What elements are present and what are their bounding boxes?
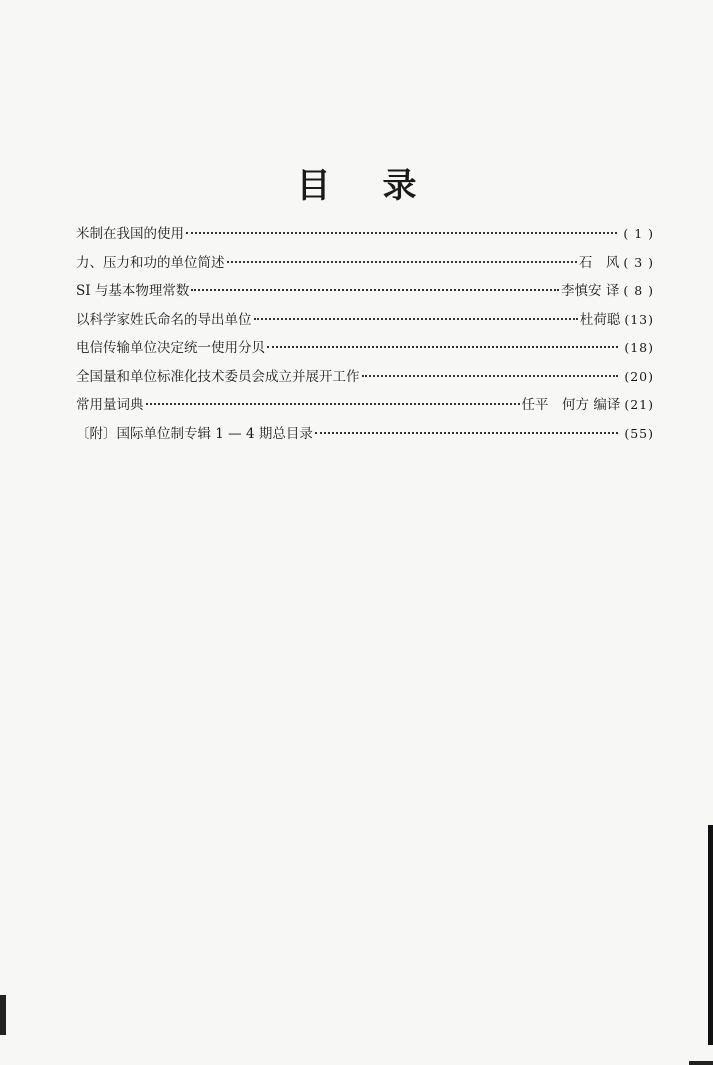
toc-entry-page: ( 3 ) bbox=[623, 254, 654, 270]
toc-leader-dots bbox=[146, 403, 520, 405]
toc-entry-page: ( 8 ) bbox=[623, 283, 654, 298]
toc-leader-dots bbox=[227, 261, 577, 263]
toc-entry-page: (13) bbox=[624, 311, 654, 327]
toc-leader-dots bbox=[362, 375, 619, 377]
toc-entry-page: (21) bbox=[624, 397, 654, 412]
toc-leader-dots bbox=[315, 432, 618, 434]
toc-entry-page: (18) bbox=[624, 340, 654, 355]
title-char-2: 录 bbox=[382, 166, 417, 206]
scan-edge-shadow-left bbox=[0, 995, 6, 1035]
toc-entry-title: 常用量词典 bbox=[76, 397, 144, 413]
toc-entry-title: 以科学家姓氏命名的导出单位 bbox=[76, 311, 252, 328]
title-char-1: 目 bbox=[296, 166, 331, 206]
page-title bbox=[0, 158, 713, 207]
toc-entry-title: SI 与基本物理常数 bbox=[76, 283, 190, 299]
toc-entry-title: 〔附〕国际单位制专辑 1 — 4 期总目录 bbox=[76, 425, 313, 442]
toc-entry-author: 杜荷聪 bbox=[579, 311, 621, 328]
toc-entry-author: 李慎安 译 bbox=[561, 283, 620, 299]
toc-entry-page: (55) bbox=[624, 425, 654, 441]
toc-leader-dots bbox=[267, 346, 618, 348]
toc-entry-author: 任平 何方 编译 bbox=[521, 397, 621, 413]
toc-entry[interactable] bbox=[76, 422, 654, 451]
scan-edge-shadow-bottom bbox=[689, 1061, 713, 1065]
toc-leader-dots bbox=[254, 318, 578, 320]
toc-entry[interactable] bbox=[76, 393, 654, 422]
toc-entry-title: 全国量和单位标准化技术委员会成立并展开工作 bbox=[76, 368, 360, 385]
toc-entry-title: 电信传输单位决定统一使用分贝 bbox=[76, 340, 265, 356]
toc-entry-title: 力、压力和功的单位简述 bbox=[76, 254, 225, 271]
toc-entry[interactable] bbox=[76, 308, 654, 337]
toc-entry-title: 米制在我国的使用 bbox=[76, 226, 184, 242]
toc-leader-dots bbox=[191, 289, 559, 291]
toc-entry-page: ( 1 ) bbox=[623, 226, 654, 241]
toc-leader-dots bbox=[186, 232, 617, 234]
table-of-contents bbox=[76, 222, 654, 450]
toc-entry-page: (20) bbox=[624, 368, 654, 384]
toc-entry[interactable] bbox=[76, 279, 654, 308]
toc-entry[interactable] bbox=[76, 222, 654, 251]
toc-entry[interactable] bbox=[76, 251, 654, 280]
toc-entry-author: 石 风 bbox=[578, 254, 620, 271]
toc-entry[interactable] bbox=[76, 365, 654, 394]
toc-entry[interactable] bbox=[76, 336, 654, 365]
scan-edge-shadow-right bbox=[708, 825, 713, 1045]
